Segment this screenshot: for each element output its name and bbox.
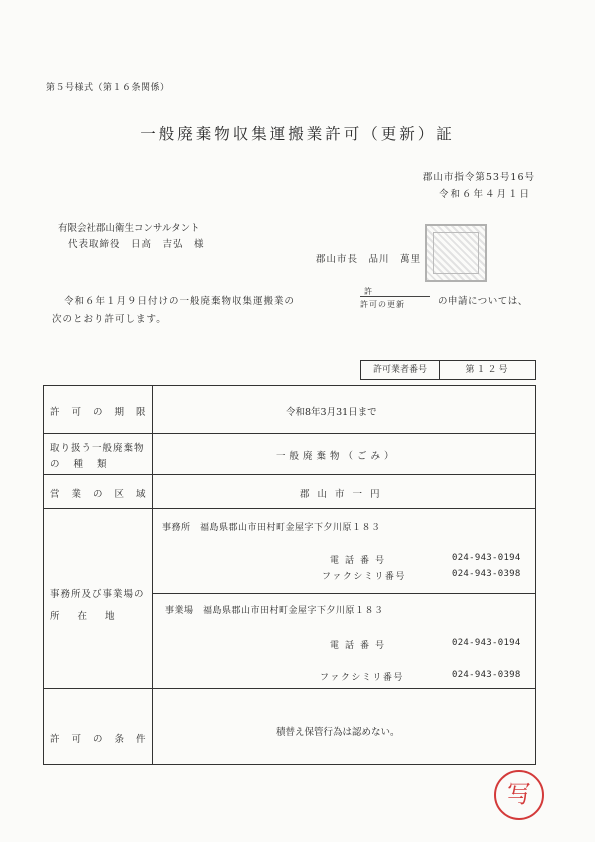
table-row-divider <box>43 474 536 475</box>
insert-divider <box>360 296 430 297</box>
document-title: 一般廃棄物収集運搬業許可（更新）証 <box>140 125 455 143</box>
location-label-line1: 事務所及び事業場の <box>50 589 145 600</box>
site-phone-value: 024-943-0194 <box>452 638 521 648</box>
site-fax-value: 024-943-0398 <box>452 670 521 680</box>
location-label-line2: 所在地 <box>50 611 133 622</box>
document-number: 郡山市指令第53号16号 <box>422 172 535 183</box>
waste-type-value: 一般廃棄物（ごみ） <box>276 451 398 462</box>
period-label: 許可の期限 <box>50 407 158 418</box>
addressee-representative: 代表取締役 日高 吉弘 様 <box>68 239 205 250</box>
site-address: 事業場 福島県郡山市田村町金屋字下夕川原１８３ <box>165 606 384 616</box>
area-value: 郡山市一円 <box>300 489 388 500</box>
addressee-company: 有限会社郡山衛生コンサルタント <box>58 223 200 234</box>
period-value: 令和8年3月31日まで <box>286 407 377 418</box>
table-row-divider <box>43 433 536 434</box>
conditions-value: 積替え保管行為は認めない。 <box>276 727 400 738</box>
body-insert-top: 許 <box>364 287 372 296</box>
table-column-divider <box>152 385 153 765</box>
office-fax-value: 024-943-0398 <box>452 569 521 579</box>
office-phone-value: 024-943-0194 <box>452 553 521 563</box>
body-text-line2: 次のとおり許可します。 <box>52 314 167 325</box>
site-fax-label: ファクシミリ番号 <box>320 673 404 683</box>
body-text-line1: 令和６年１月９日付けの一般廃棄物収集運搬業の <box>64 296 296 307</box>
form-number: 第５号様式（第１６条関係） <box>46 83 170 93</box>
permit-number-value: 第１２号 <box>440 360 536 380</box>
waste-type-label-line2: の種類 <box>50 459 121 470</box>
location-subrow-divider <box>152 593 536 594</box>
site-phone-label: 電話番号 <box>330 641 391 651</box>
issuer-mayor: 郡山市長 品川 萬里 <box>316 254 422 265</box>
table-row-divider <box>43 688 536 689</box>
body-text-line1-tail: の申請については、 <box>438 296 528 307</box>
copy-stamp: 写 <box>494 770 544 820</box>
document-date: 令和６年４月１日 <box>438 189 531 200</box>
office-fax-label: ファクシミリ番号 <box>322 572 406 582</box>
office-address: 事務所 福島県郡山市田村町金屋字下夕川原１８３ <box>162 523 381 533</box>
permit-number-label: 許可業者番号 <box>360 360 440 380</box>
office-phone-label: 電話番号 <box>330 556 391 566</box>
table-row-divider <box>43 508 536 509</box>
conditions-label: 許可の条件 <box>50 734 158 745</box>
waste-type-label-line1: 取り扱う一般廃棄物 <box>50 443 145 454</box>
area-label: 営業の区域 <box>50 489 158 500</box>
body-insert-bottom: 許可の更新 <box>360 300 405 309</box>
official-seal-image <box>425 224 487 282</box>
